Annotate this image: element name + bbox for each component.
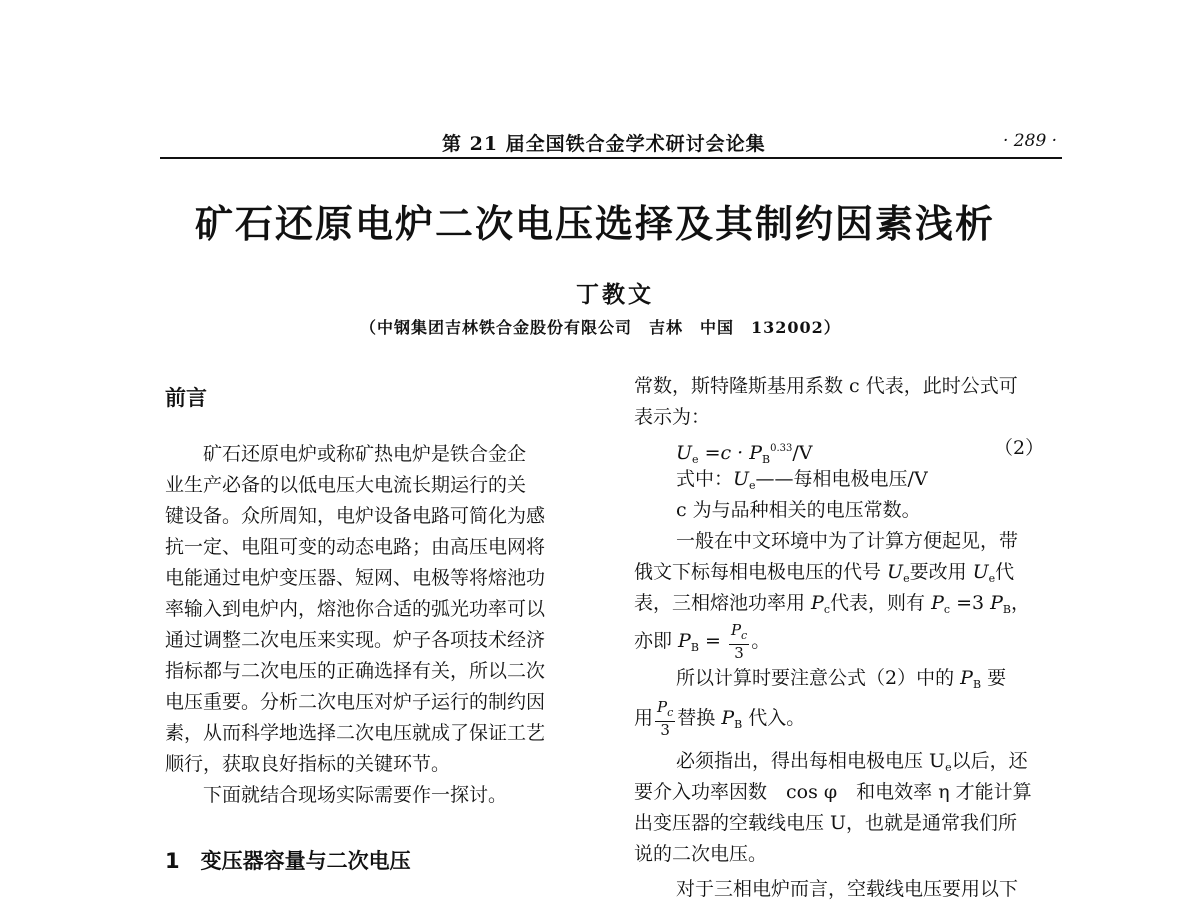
text-line: 说的二次电压。 — [634, 843, 768, 865]
text-span: 替换 — [677, 707, 722, 729]
text-line: 电能通过电炉变压器、短网、电极等将熔池功 — [165, 567, 546, 589]
fraction-numerator — [729, 622, 749, 645]
fraction-denominator: 3 — [734, 644, 744, 662]
text-span: 以后，还 — [951, 750, 1028, 772]
math-subscript: B — [972, 678, 982, 691]
text-span: ——每相电极电压/V — [755, 468, 928, 490]
text-line — [634, 694, 1032, 742]
text-span: 代入。 — [742, 707, 806, 729]
eq-unit: /V — [792, 442, 813, 464]
text-line — [634, 557, 1032, 588]
equation-number: （2） — [994, 437, 1045, 459]
text-line: 素，从而科学地选择二次电压就成了保证工艺 — [165, 722, 546, 744]
text-line: 常数，斯特隆斯基用系数 c 代表，此时公式可 — [634, 375, 1018, 397]
math-subscript: c — [741, 629, 748, 642]
right-column — [634, 371, 1045, 905]
article-title: 矿石还原电炉二次电压选择及其制约因素浅析 — [194, 202, 995, 246]
math-subscript: c — [943, 603, 951, 616]
math-symbol: P — [678, 630, 691, 652]
text-line: 对于三相电炉而言，空载线电压要用以下 — [676, 878, 1019, 900]
math-subscript: B — [734, 718, 743, 731]
text-span: 代 — [995, 561, 1015, 583]
text-line: 通过调整二次电压来实现。炉子各项技术经济 — [165, 629, 546, 651]
math-symbol: P — [730, 621, 742, 639]
math-subscript: e — [903, 572, 910, 585]
text-line: 顺行，获取良好指标的关键环节。 — [165, 753, 451, 775]
text-line: 指标都与二次电压的正确选择有关，所以二次 — [165, 660, 546, 682]
math-subscript: c — [823, 603, 831, 616]
text-line — [634, 663, 1032, 694]
heading-section-1: 1 变压器容量与二次电压 — [165, 849, 411, 873]
math-symbol: U — [733, 468, 750, 490]
text-span: 表，三相熔池功率用 — [634, 592, 812, 614]
text-line — [634, 746, 1032, 777]
text-line: 业生产必备的以低电压大电流长期运行的关 — [165, 474, 527, 496]
eq-symbol: U — [676, 442, 693, 464]
text-line: 率输入到电炉内，熔池你合适的弧光功率可以 — [165, 598, 546, 620]
text-span: =3 — [950, 592, 991, 614]
math-subscript: B — [690, 641, 699, 654]
text-line — [634, 464, 1032, 495]
text-span: 必须指出，得出每相电极电压 U — [676, 750, 946, 772]
eq-body: =c · P — [698, 442, 763, 464]
text-line: 出变压器的空载线电压 U，也就是通常我们所 — [634, 812, 1018, 834]
math-symbol: P — [990, 592, 1003, 614]
author: 丁教文 — [576, 281, 654, 308]
math-symbol: P — [657, 698, 668, 716]
fraction-numerator — [655, 699, 675, 722]
fraction-denominator: 3 — [660, 721, 670, 739]
eq-exponent: 0.33 — [770, 443, 793, 454]
math-symbol: U — [887, 561, 904, 583]
fraction — [655, 699, 675, 739]
page-number: · 289 · — [1003, 131, 1058, 151]
text-span: 俄文下标每相电极电压的代号 — [634, 561, 888, 583]
running-title: 第 21 届全国铁合金学术研讨会论集 — [442, 133, 766, 155]
text-line: 键设备。众所周知，电炉设备电路可简化为感 — [165, 505, 546, 527]
text-span: 代表，则有 — [830, 592, 932, 614]
text-span: 。 — [751, 630, 771, 652]
text-span: 式中： — [676, 468, 734, 490]
text-line: 抗一定、电阻可变的动态电路；由高压电网将 — [165, 536, 546, 558]
math-symbol: P — [721, 707, 735, 729]
text-line: 矿石还原电炉或称矿热电炉是铁合金企 — [203, 443, 527, 465]
math-subscript: c — [667, 706, 674, 719]
heading-intro: 前言 — [165, 386, 207, 410]
text-span: ， — [1011, 592, 1031, 614]
math-symbol: P — [960, 667, 973, 689]
equation-2 — [634, 433, 1045, 466]
paragraph-intro — [165, 439, 545, 811]
text-span: 要 — [981, 667, 1007, 689]
math-subscript: B — [1002, 603, 1012, 616]
text-line: c 为与品种相关的电压常数。 — [676, 499, 921, 521]
math-subscript: e — [749, 479, 756, 492]
header-rule — [160, 157, 1062, 159]
math-subscript: e — [945, 761, 952, 774]
math-symbol: U — [972, 561, 989, 583]
text-line — [634, 588, 1032, 619]
eq-subscript: B — [762, 453, 771, 466]
text-span: 所以计算时要注意公式（2）中的 — [676, 667, 961, 689]
text-line: 电压重要。分析二次电压对炉子运行的制约因 — [165, 691, 546, 713]
text-line — [634, 619, 1032, 663]
text-line: 表示为： — [634, 406, 711, 428]
text-line: 一般在中文环境中为了计算方便起见，带 — [676, 530, 1019, 552]
text-span: 要改用 — [909, 561, 973, 583]
text-line: 要介入功率因数 cos φ 和电效率 η 才能计算 — [634, 781, 1032, 803]
text-span: 亦即 — [634, 630, 679, 652]
math-symbol: P — [931, 592, 944, 614]
text-span: 用 — [634, 707, 654, 729]
text-span: = — [698, 630, 727, 652]
eq-subscript: e — [692, 453, 699, 466]
math-subscript: e — [988, 572, 996, 585]
affiliation: （中钢集团吉林铁合金股份有限公司 吉林 中国 132002） — [360, 318, 841, 337]
fraction — [729, 622, 749, 662]
math-symbol: P — [811, 592, 824, 614]
text-line: 下面就结合现场实际需要作一探讨。 — [203, 784, 508, 806]
